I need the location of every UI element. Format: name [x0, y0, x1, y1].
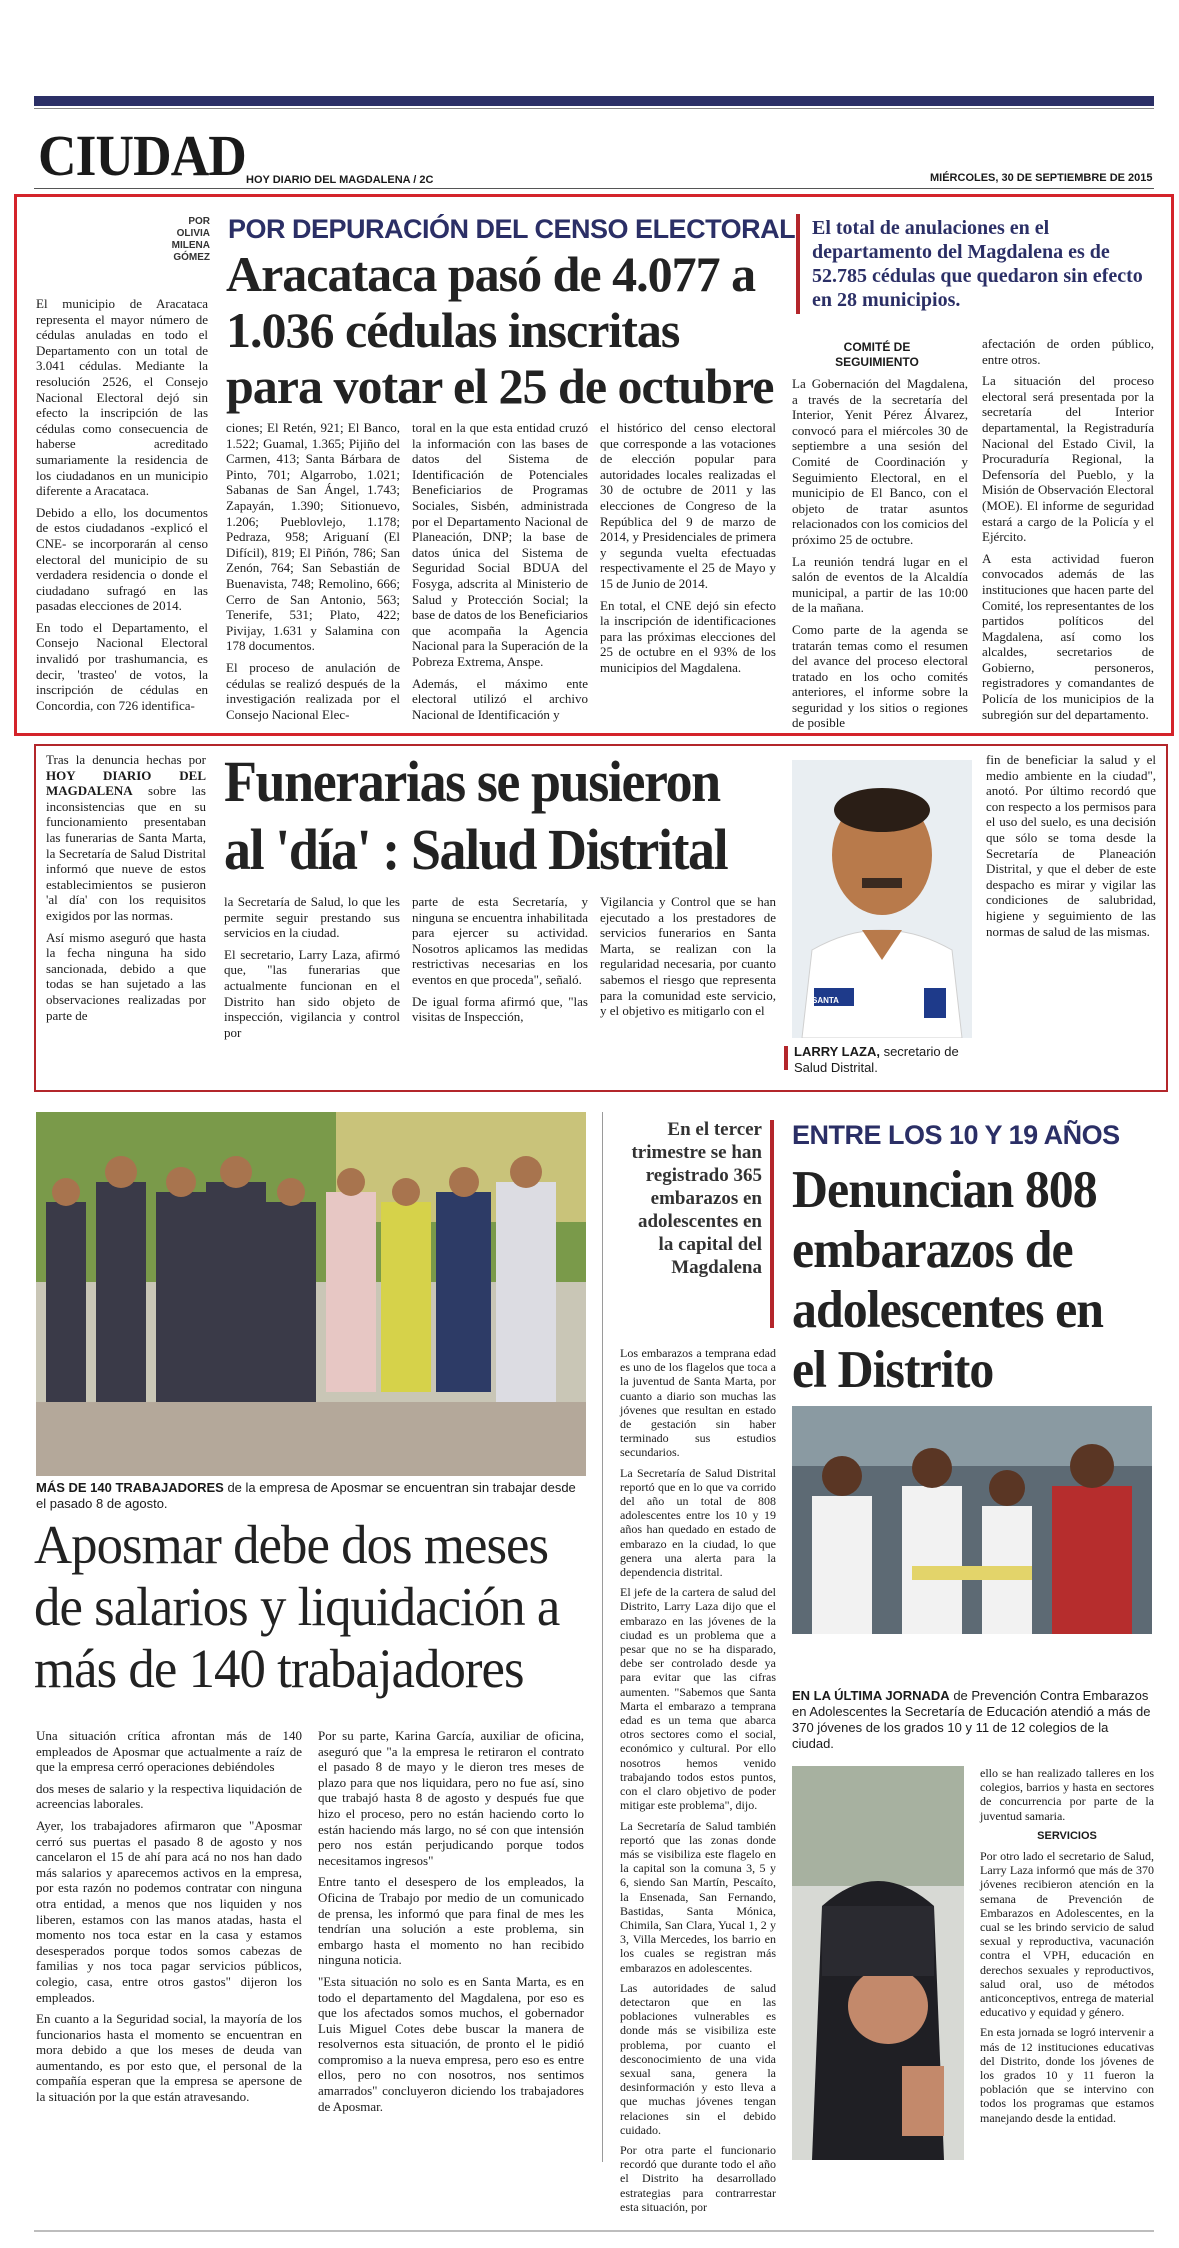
paper-name: HOY DIARIO DEL MAGDALENA / 2C [246, 174, 434, 186]
story2-col1: Tras la denuncia hechas por HOY DIARIO DEL MAGDALENA sobre las inconsistencias que en su funcionamiento presentaban las funerarias de Santa Marta, la Secretaría de Salud Distrital informó que nueve de estos establecimientos se pusieron 'al día' con los requisitos exigidos por las normas. Así mismo aseguró que hasta la fecha ninguna ha sido sancionada, debido a que todas se han sujetado a las observaciones realizadas por parte de [46, 752, 206, 1023]
story1-col5: La Gobernación del Magdalena, a través de la secretaría del Interior, Yenit Pérez Álvarez, convocó para el miércoles 30 de septiembre a una sesión del Comité de Coordinación y Seguimiento Electoral, en el municipio de El Banco, con el objeto de tratar asuntos relacionados con los comicios del próximo 25 de octubre. La reunión tendrá lugar en el salón de eventos de la Alcaldía municipal, a partir de las 10:00 de la mañana. Como parte de la agenda se tratarán temas como el resumen del avance del proceso electoral tratado en los ocho comités anteriores, el informe sobre la seguridad y los sitios o regiones de posible [792, 376, 968, 731]
story3-headline: Aposmar debe dos meses de salarios y liquidación a más de 140 trabajadores [34, 1514, 560, 1699]
column-divider [602, 1112, 603, 2162]
story2-col4: Vigilancia y Control que se han ejecutado a los prestadores de servicios funerarios en Santa Marta, se realizan con la regularidad necesaria, por cuanto sabemos el riesgo que representa para la comunidad este servicio, y el objetivo es mitigarlo con el [600, 894, 776, 1019]
story1-col4: el histórico del censo electoral que corresponde a las votaciones de elección popular para autoridades locales realizadas el 30 de octubre de 2011 y las elecciones de Congreso de la República del 9 de marzo de 2014, y Presidenciales de primera y segunda vuelta efectuadas respectivamente el 25 de Mayo y 15 de Junio de 2014. En total, el CNE dejó sin efecto la inscripción de identificaciones para las próximas elecciones del 25 de octubre en el 93% de los municipios del Magdalena. [600, 420, 776, 675]
story1-col1: El municipio de Aracataca representa el mayor número de cédulas anuladas en todo el Departamento con un total de 3.041 cédulas. Mediante la resolución 2526, el Consejo Nacional Electoral dejó sin efecto la inscripción de las cédulas como consecuencia de haberse acreditado sumariamente la residencia de los ciudadanos en un municipio diferente a Aracataca. Debido a ello, los documentos de estos ciudadanos -explicó el CNE- se incorporarán al censo electoral del municipio de su verdadera residencia o donde el ciudadano sufragó en las pasadas elecciones de 2014. En todo el Departamento, el Consejo Nacional Electoral invalidó por trashumancia, es decir, 'trasteo' de votos, la inscripción de cédulas en Concordia, con 726 identifica- [36, 296, 208, 713]
footer-rule [34, 2230, 1154, 2232]
story2-col5: fin de beneficiar la salud y el medio ambiente en la ciudad", anotó. Por último recordó que con respecto a los permisos para el uso del suelo, es una decisión que sólo se toma desde la Secretaría de Planeación Distrital, y que el deber de este despacho es mirar y vigilar las condiciones de salubridad, higiene y seguimiento de las normas de salud de las mismas. [986, 752, 1156, 939]
story1-kicker: POR DEPURACIÓN DEL CENSO ELECTORAL [228, 214, 796, 244]
top-thin-rule [34, 108, 1154, 109]
students-photo [792, 1406, 1152, 1634]
story4-col1: Los embarazos a temprana edad es uno de los flagelos que toca a la juventud de Santa Marta, por cuanto a diario son muchas las jóvenes que resultan en estado de gestación sin haber terminado sus estudios secundarios. La Secretaría de Salud Distrital reportó que en lo que va corrido del año un total de 808 adolescentes entre los 10 y 19 años han quedado en estado de embarazo en la ciudad, lo que genera una alerta para la dependencia distrital. El jefe de la cartera de salud del Distrito, Larry Laza dijo que el embarazo en las jóvenes de la ciudad es un problema que a pesar que no se ha disparado, debe ser controlado desde ya para evitar que las cifras aumenten. "Sabemos que Santa Marta el embarazo a temprana edad es un tema que abarca otros sectores como el social, económico y cultural. Por ello nosotros hemos venido trabajando todos estos puntos, con el claro objetivo de poder mitigar este problema", dijo. La Secretaría de Salud también reportó que las zonas donde más se visibiliza este flagelo en la capital son la comuna 3, 5 y 6, siendo San Martín, Pescaíto, la Ensenada, San Fernando, Bastidas, Santa Mónica, Chimila, San Clara, Yucal 1, 2 y 3, Villa Mercedes, los barrio en los cuales se registran más embarazos en adolescentes. Las autoridades de salud detectaron que en las poblaciones vulnerables es donde más se visibiliza este problema, por cuanto el desconocimiento de una vida sexual sana, genera la desinformación y esto lleva a que muchas jóvenes tengan relaciones sin el debido cuidado. Por otra parte el funcionario recordó que durante todo el año el Distrito ha desarrollado estrategias para contrarrestar esta situación, por [620, 1346, 776, 2214]
story1-pullquote: El total de anulaciones en el departamento del Magdalena es de 52.785 cédulas que quedaron sin efecto en 28 municipios. [812, 217, 1143, 311]
story4-kicker: ENTRE LOS 10 Y 19 AÑOS [792, 1120, 1120, 1150]
caption-marker [784, 1046, 788, 1070]
issue-date: MIÉRCOLES, 30 DE SEPTIEMBRE DE 2015 [930, 172, 1153, 184]
story3-photo-caption: MÁS DE 140 TRABAJADORES de la empresa de Aposmar se encuentran sin trabajar desde el pasado 8 de agosto. [36, 1480, 576, 1511]
shirt-text: SANTA MARTA [812, 996, 841, 1014]
story2-headline: Funerarias se pusieron al 'día' : Salud Distrital [224, 749, 728, 882]
story1-headline: Aracataca pasó de 4.077 a 1.036 cédulas inscritas para votar el 25 de octubre [226, 246, 774, 414]
story4-photo-caption: EN LA ÚLTIMA JORNADA de Prevención Contra Embarazos en Adolescentes la Secretaría de Educación atendió a más de 370 jóvenes de los grados 10 y 11 de 12 colegios de la ciudad. [792, 1688, 1151, 1751]
pullquote-bar [796, 214, 800, 314]
story4-sidebar: En el tercer trimestre se han registrado 365 embarazos en adolescentes en la capital del Magdalena [631, 1119, 762, 1278]
story1-col2: ciones; El Retén, 921; El Banco, 1.522; Guamal, 1.365; Pijiño del Carmen, 413; Santa Bárbara de Pinto, 701; Algarrobo, 1.021; Sabanas de San Ángel, 1.743; Zapayán, 1.390; Sitionuevo, 1.206; Pueblovlejo, 1.178; Pedraza, 958; Ariguaní (El Difícil), 819; El Piñón, 786; San Zenón, 764; San Sebastián de Buenavista, 748; Remolino, 666; Cerro de San Antonio, 563; Tenerife, 531; Plato, 422; Pivijay, 1.631 y Salamina con 178 documentos. El proceso de anulación de cédulas se realizó después de la investigación realizada por el Consejo Nacional Elec- [226, 420, 400, 722]
story4-col2: ello se han realizado talleres en los colegios, barrios y hasta en sectores de concurrencia por parte de la juventud samaria. SERVICIOS Por otro lado el secretario de Salud, Larry Laza informó que más de 370 jóvenes recibieron atención en la semana de Prevención de Embarazos en Adolescentes, en la cual se les brindo servicio de salud sexual y reproductiva, vacunación contra el VPH, educación en derechos sexuales y reproductivos, salud oral, uso de métodos anticonceptivos, entrega de material educativo y equidad y género. En esta jornada se logró intervenir a más de 12 instituciones educativas del Distrito, donde los jóvenes de los grados 10 y 11 fueron la población que se intervino con todos los programas que estamos manejando desde la entidad. [980, 1766, 1154, 2125]
masthead-rule [34, 188, 1154, 189]
pregnant-teen-photo [792, 1766, 964, 2160]
subhead-comite: COMITÉ DE SEGUIMIENTO [835, 340, 919, 369]
story3-col2: Por su parte, Karina García, auxiliar de oficina, aseguró que "a la empresa le retiraron el contrato el pasado 8 de mayo y le dieron tres meses de plazo para que nos liquidara, pero no fue así, sino que trabajó hasta 8 de agosto y después fue que hizo el proceso, pero no están haciendo corto lo están haciendo más largo, no sé con que intensión pero nos están perjudicando porque todos necesitamos ingresos" Entre tanto el desespero de los empleados, la Oficina de Trabajo por medio de un comunicado de prensa, les informó que para final de mes les tendrían una solución a este problema, sin embargo hasta el momento no han recibido ninguna noticia. "Esta situación no solo es en Santa Marta, es en todo el departamento del Magdalena, por eso es que los afectados somos muchos, el gobernador Luis Miguel Cotes debe buscar la manera de resolvernos esta situación, de pronto el le pidió compromiso a la nueva empresa, pero eso es entre ellos, pero no con nosotros, nos sentimos amarrados" concluyeron diciendo los trabajadores de Aposmar. [318, 1728, 584, 2114]
byline: POR OLIVIA MILENA GÓMEZ [171, 216, 210, 263]
story2-col3: parte de esta Secretaría, y ninguna se encuentra inhabilitada para ejercer su actividad. Nosotros aplicamos las medidas restrictivas necesarias en los eventos en que proceda", señaló. De igual forma afirmó que, "las visitas de Inspección, [412, 894, 588, 1025]
section-title: CIUDAD [38, 123, 246, 188]
story3-col1: Una situación crítica afrontan más de 140 empleados de Aposmar que actualmente a raíz de que la empresa cerró operaciones debiéndoles dos meses de salario y la respectiva liquidación de acreencias laborales. Ayer, los trabajadores afirmaron que "Aposmar cerró sus puertas el pasado 8 de agosto y nos cancelaron el 15 de ahí para acá no nos han dado más salarios y aparecemos activos en la empresa, por esta razón no podemos contratar con ninguna otra entidad, a menos que nos liquiden y nos liberen, estamos con las manos atadas, hasta el momento nos toca estar en la casa y estamos desesperados porque todos somos cabezas de familias y nos toca pagar servicios públicos, colegio, casa, entre otros gastos" dijeron los empleados. En cuanto a la Seguridad social, la mayoría de los funcionarios hasta el momento se encuentran en mora debido a que los meses de deuda van aumentando, es por esto que, el personal de la compañía esperan que la empresa se apersone de la situación por la que están atravesando. [36, 1728, 302, 2105]
story4-headline: Denuncian 808 embarazos de adolescentes en el Distrito [792, 1161, 1104, 1399]
story2-caption: LARRY LAZA, secretario de Salud Distrital. [794, 1044, 959, 1075]
subhead-servicios: SERVICIOS [1037, 1829, 1097, 1842]
paper-mention: HOY DIARIO DEL MAGDALENA [46, 767, 206, 799]
workers-group-photo [36, 1112, 586, 1476]
top-color-band [34, 96, 1154, 106]
story2-col2: la Secretaría de Salud, lo que les permite seguir prestando sus servicios en la ciudad. El secretario, Larry Laza, afirmó que, "las funerarias que actualmente funcionan en el Distrito han sido objeto de inspección, vigilancia y control por [224, 894, 400, 1040]
sidebar-bar [770, 1120, 774, 1328]
story1-col3: toral en la que esta entidad cruzó la información con las bases de datos del Sistema de Identificación de Potenciales Beneficiarios de Programas Sociales, Sisbén, administrada por el Departamento Nacional de Planeación, DNP; la base de datos única del Sistema de Seguridad Social BDUA del Fosyga, adscrita al Ministerio de Salud y Protección Social; la base de datos de los Beneficiarios que acompaña la Agencia Nacional para la Superación de la Pobreza Extrema, Anspe. Además, el máximo ente electoral utilizó el archivo Nacional de Identificación y [412, 420, 588, 722]
story1-col6: afectación de orden público, entre otros. La situación del proceso electoral será presentada por la secretaría del Interior departamental, la Registraduría Nacional del Estado Civil, la Procuraduría Regional, la Defensoría del Pueblo, y la Misión de Observación Electoral (MOE). El informe de seguridad estará a cargo de la Policía y el Ejército. A esta actividad fueron convocados además de las instituciones que hacen parte del Comité, los representantes de los partidos políticos del Magdalena, así como los alcaldes, secretarios de Gobierno, personeros, registradores y comandantes de Policía de los municipios de la subregión sur del departamento. [982, 336, 1154, 722]
